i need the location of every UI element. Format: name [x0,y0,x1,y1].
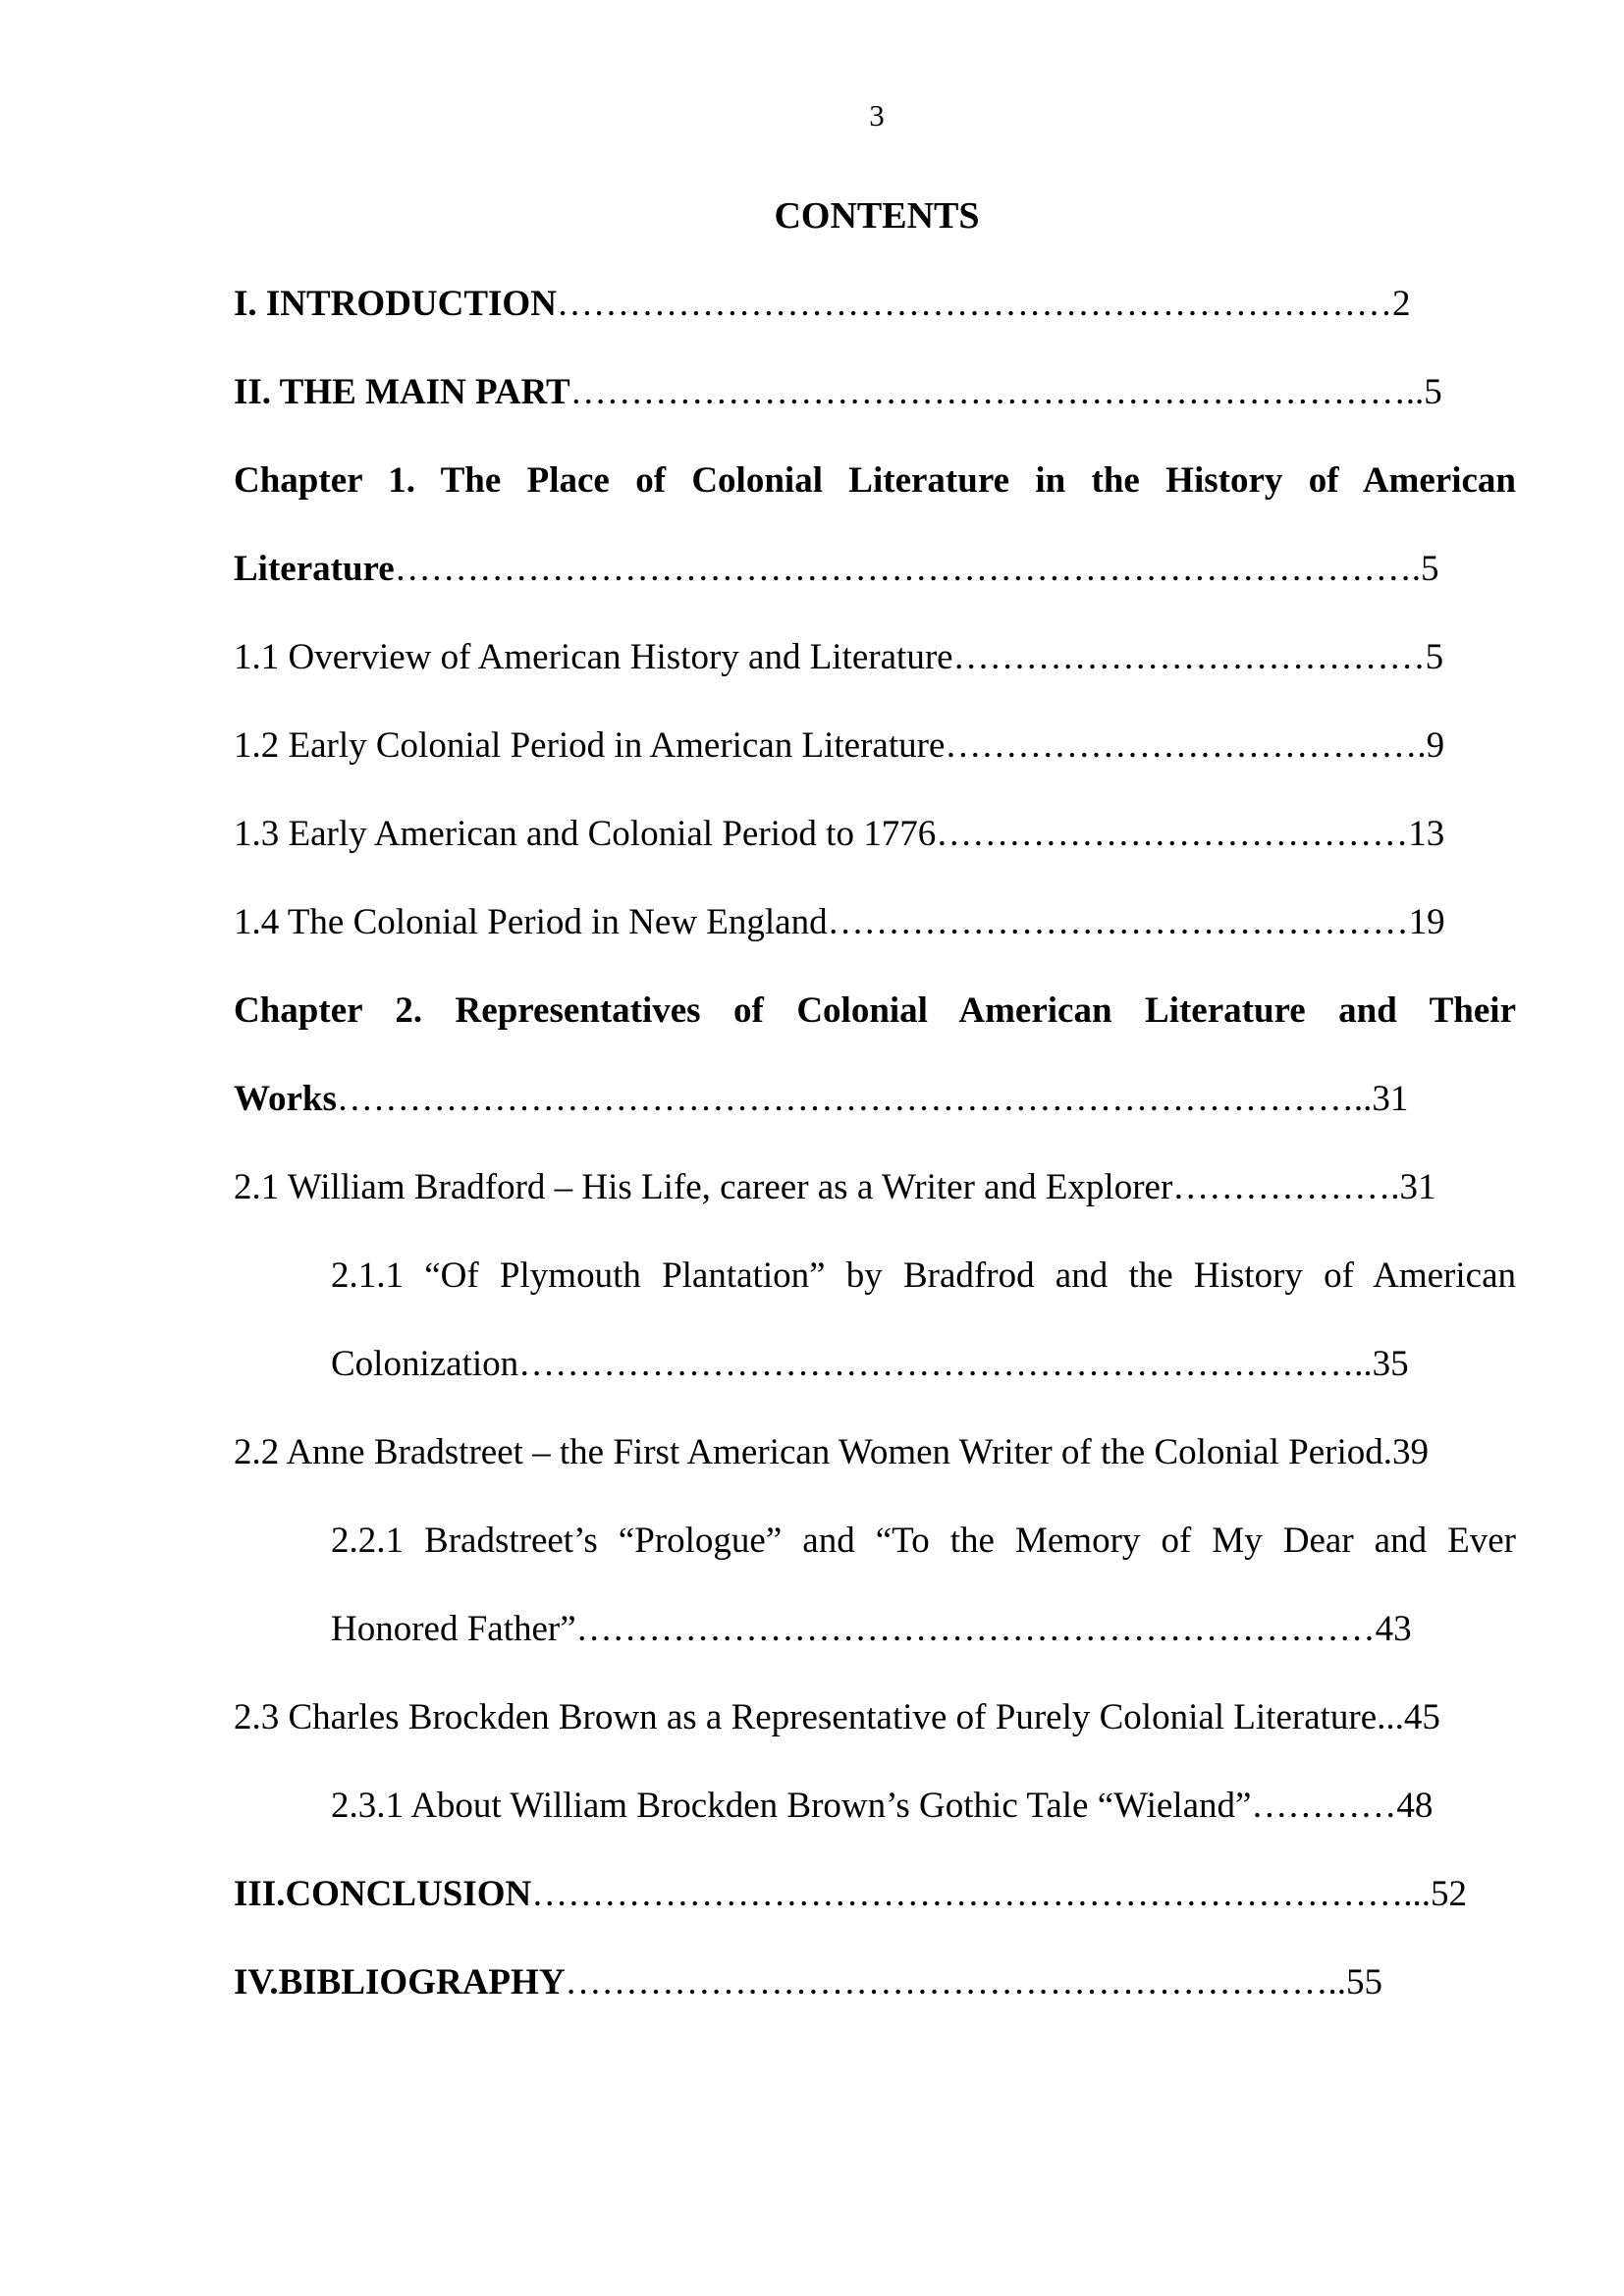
toc-entry-page: 39 [1392,1432,1429,1472]
toc-entry-introduction [234,275,1516,363]
page-title: CONTENTS [774,195,980,237]
toc-entry-leader: ………………………………………… [827,902,1409,942]
toc-entry-title: 2.3.1 About William Brockden Brown’s Gothic Tale “Wieland” [331,1786,1252,1826]
toc-entry-title: 1.4 The Colonial Period in New England [234,902,828,942]
page-number: 3 [869,98,885,133]
toc-entry-page: 43 [1375,1609,1412,1649]
toc-entry-leader: ………………………………………………………………………….. [336,1079,1373,1119]
toc-entry-2-1-1: 2.1.1 “Of Plymouth Plantation” by Bradfrod and the History of American [331,1255,1516,1296]
toc-entry-title: 1.3 Early American and Colonial Period to 1776 [234,814,937,854]
toc-entry-2-1 [234,1158,1516,1247]
toc-entry-chapter-1-cont [234,540,1516,628]
toc-entry-title: Colonization [331,1344,519,1384]
toc-entry-2-2 [234,1423,1516,1512]
toc-entry-chapter-2-cont [234,1070,1516,1158]
toc-entry-page: 45 [1403,1697,1440,1737]
toc-entry-page: 9 [1426,725,1445,766]
toc-entry-conclusion [234,1865,1516,1953]
toc-entry-1-2 [234,717,1516,805]
toc-entry-title: 2.2 Anne Bradstreet – the First American Women Writer of the Colonial Period. [234,1432,1392,1472]
toc-entry-title: 2.1 William Bradford – His Life, career as a Writer and Explorer [234,1167,1173,1207]
toc-entry-title: Works [234,1079,337,1119]
toc-entry-leader: …………………………………………………………………………. [394,549,1421,589]
toc-entry-leader: ………………………………… [936,814,1409,854]
toc-entry-chapter-2: Chapter 2. Representatives of Colonial American Literature and Their [234,990,1516,1031]
toc-entry-page: 55 [1346,1962,1383,2002]
toc-entry-leader: …………………………………………………………….. [569,372,1425,412]
toc-entry-2-2-1-cont [234,1600,1516,1688]
toc-entry-leader: …………………………………………………………… [556,284,1392,324]
toc-entry-leader: …………………………………………………………….. [518,1344,1373,1384]
toc-entry-2-1-1-cont [234,1335,1516,1423]
toc-entry-main-part [234,363,1516,452]
toc-entry-title: Honored Father” [331,1609,576,1649]
toc-entry-page: 31 [1372,1079,1409,1119]
toc-entry-page: 5 [1425,637,1444,677]
toc-entry-page: 52 [1431,1874,1468,1914]
toc-entry-1-1 [234,628,1516,717]
toc-entry-title: I. INTRODUCTION [234,284,557,324]
toc-entry-bibliography [234,1953,1516,2042]
toc-entry-2-3-1 [234,1777,1516,1865]
toc-entry-page: 35 [1372,1344,1409,1384]
toc-entry-2-2-1: 2.2.1 Bradstreet’s “Prologue” and “To the Memory of My Dear and Ever [331,1521,1516,1561]
toc-entry-page: 5 [1420,549,1439,589]
toc-entry-title: 1.2 Early Colonial Period in American Literature [234,725,946,766]
toc-entry-page: 31 [1399,1167,1436,1207]
toc-entry-title: 2.3 Charles Brockden Brown as a Representative of Purely Colonial Literature [234,1697,1378,1737]
toc-entry-title: II. THE MAIN PART [234,372,570,412]
toc-entry-leader: ………… [1251,1786,1397,1826]
toc-entry-page: 13 [1408,814,1445,854]
toc-entry-page: 19 [1408,902,1445,942]
toc-entry-chapter-1: Chapter 1. The Place of Colonial Literature in the History of American [234,460,1516,501]
table-of-contents [234,275,1516,2042]
toc-entry-leader: ………………. [1172,1167,1400,1207]
toc-entry-title: III.CONCLUSION [234,1874,532,1914]
toc-entry-leader: ……………………………………………………….. [565,1962,1347,2002]
toc-entry-1-4 [234,893,1516,982]
toc-entry-leader: ………………………………… [952,637,1426,677]
toc-entry-leader: ………………………………………………………… [575,1609,1376,1649]
toc-entry-leader: ... [1377,1697,1404,1737]
toc-entry-leader: ………………………………………………………………... [531,1874,1432,1914]
toc-entry-leader: …………………………………. [945,725,1427,766]
toc-entry-page: 2 [1391,284,1411,324]
toc-entry-page: 48 [1396,1786,1434,1826]
toc-entry-title: 1.1 Overview of American History and Literature [234,637,953,677]
toc-entry-title: Literature [234,549,395,589]
toc-entry-1-3 [234,805,1516,893]
toc-entry-2-3 [234,1688,1516,1777]
toc-entry-title: IV.BIBLIOGRAPHY [234,1962,566,2002]
toc-entry-page: 5 [1424,372,1442,412]
